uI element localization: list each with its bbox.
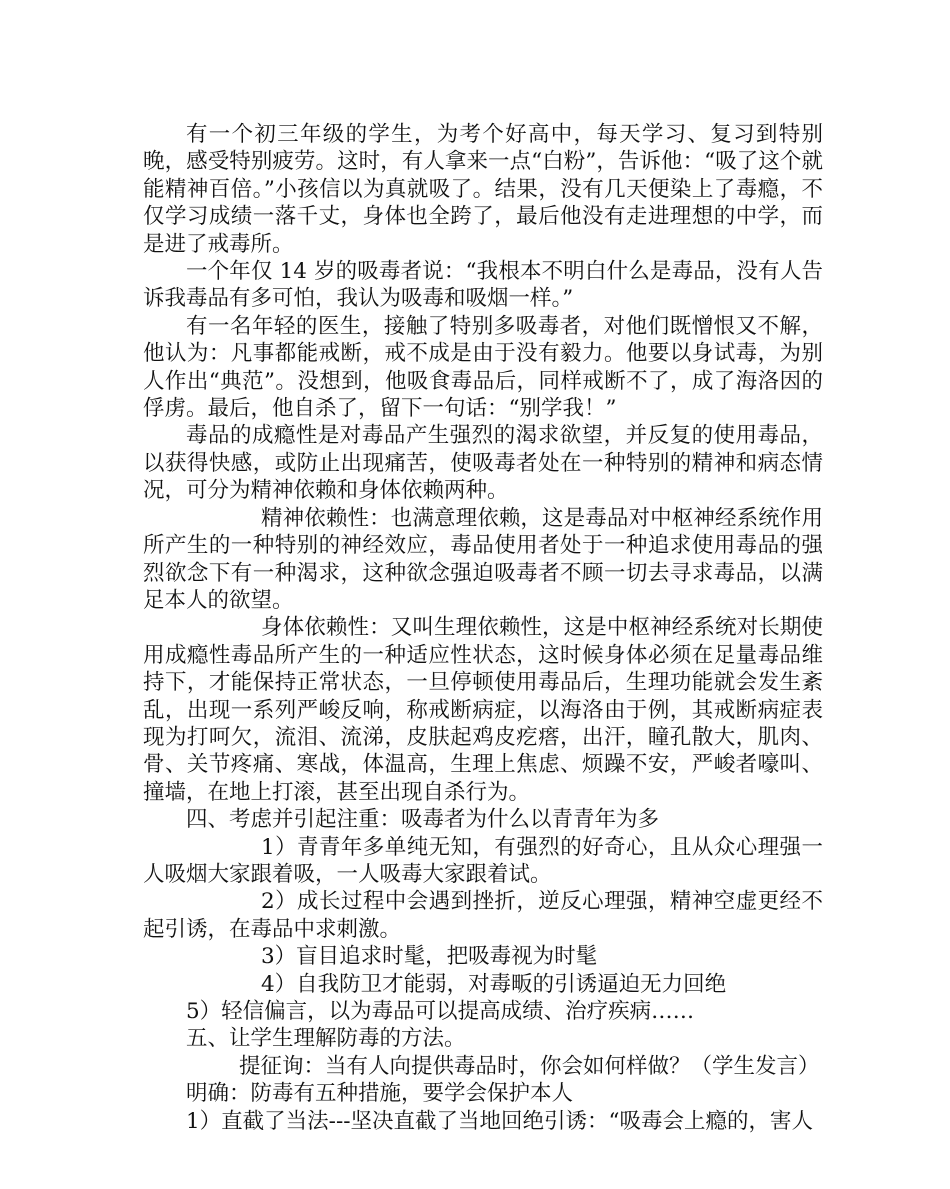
paragraph-physical-dependence: 身体依赖性：又叫生理依赖性，这是中枢神经系统对长期使用成瘾性毒品所产生的一种适应性状态，这时候身体必须在足量毒品维持下，才能保持正常状态，一旦停顿使用毒品后，生理功能就会发生紊乱，出现一系列严峻反响，称戒断病症，以海洛由于例，其戒断病症表现为打呵欠，流泪、流涕，皮肤起鸡皮疙瘩，出汗，瞳孔散大，肌肉、骨、关节疼痛、寒战，体温高，生理上焦虑、烦躁不安，严峻者嚎叫、撞墙，在地上打滚，甚至出现自杀行为。 <box>143 615 823 805</box>
list-item-reason-2: 2）成长过程中会遇到挫折，逆反心理强，精神空虚更经不起引诱，在毒品中求刺激。 <box>143 889 823 942</box>
list-item-method-1: 1）直截了当法---坚决直截了当地回绝引诱：“吸毒会上瘾的，害人 <box>186 1108 813 1134</box>
list-item-reason-4: 4）自我防卫才能弱，对毒畈的引诱逼迫无力回绝 <box>261 971 727 997</box>
paragraph-question: 提征询：当有人向提供毒品时，你会如何样做？（学生发言） <box>239 1053 820 1079</box>
paragraph-psychological-dependence: 精神依赖性：也满意理依赖，这是毒品对中枢神经系统作用所产生的一种特别的神经效应，毒品使用者处于一种追求使用毒品的强烈欲念下有一种渴求，这种欲念强迫吸毒者不顾一切去寻求毒品，以满足本人的欲望。 <box>143 505 823 613</box>
list-item-reason-3: 3）盲目追求时髦，把吸毒视为时髦 <box>261 944 598 970</box>
paragraph-14-year-old-quote: 一个年仅 14 岁的吸毒者说：“我根本不明白什么是毒品，没有人告诉我毒品有多可怕，我认为吸毒和吸烟一样。” <box>143 259 823 312</box>
paragraph-addiction-definition: 毒品的成瘾性是对毒品产生强烈的渴求欲望，并反复的使用毒品，以获得快感，或防止出现痛苦，使吸毒者处在一种特别的精神和病态情况，可分为精神依赖和身体依赖两种。 <box>143 423 823 504</box>
section-heading-why-youth: 四、考虑并引起注重：吸毒者为什么以青青年为多 <box>186 807 660 833</box>
section-heading-prevention-methods: 五、让学生理解防毒的方法。 <box>186 1026 466 1052</box>
list-item-reason-1: 1）青青年多单纯无知，有强烈的好奇心，且从众心理强一人吸烟大家跟着吸，一人吸毒大家跟着试。 <box>143 834 823 887</box>
list-item-reason-5: 5）轻信偏言，以为毒品可以提高成绩、治疗疾病…… <box>186 999 695 1024</box>
paragraph-doctor-story: 有一名年轻的医生，接触了特别多吸毒者，对他们既憎恨又不解，他认为：凡事都能戒断，戒不成是由于没有毅力。他要以身试毒，为别人作出“典范”。没想到，他吸食毒品后，同样戒断不了，成了海洛因的俘虏。最后，他自杀了，留下一句话：“别学我！” <box>143 313 823 422</box>
document-body <box>143 121 823 1135</box>
paragraph-student-story: 有一个初三年级的学生，为考个好高中，每天学习、复习到特别晚，感受特别疲劳。这时，有人拿来一点“白粉”，告诉他：“吸了这个就能精神百倍。”小孩信以为真就吸了。结果，没有几天便染上了毒瘾，不仅学习成绩一落千丈，身体也全跨了，最后他没有走进理想的中学，而是进了戒毒所。 <box>143 122 823 257</box>
paragraph-clarification: 明确：防毒有五种措施，要学会保护本人 <box>186 1081 574 1107</box>
